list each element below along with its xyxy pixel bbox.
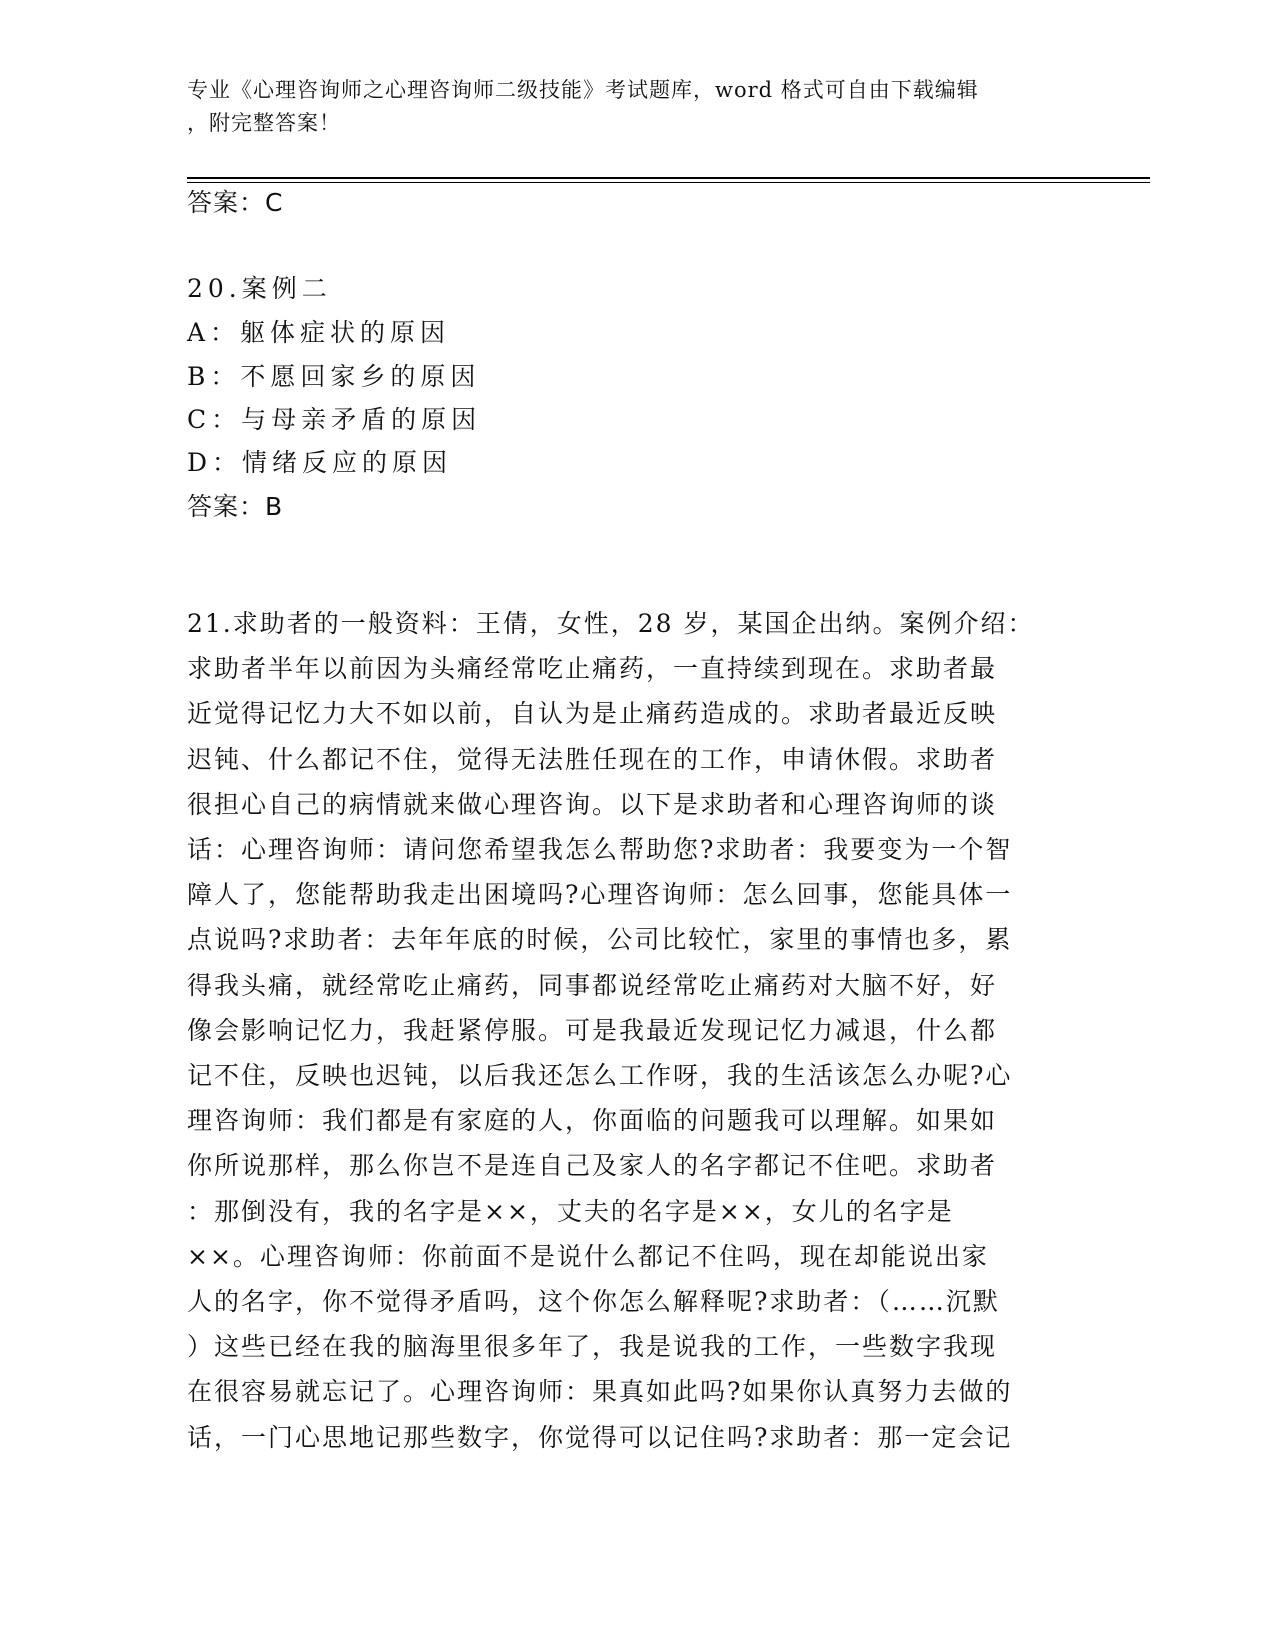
question-21-line: 21.求助者的一般资料：王倩，女性，28 岁，某国企出纳。案例介绍： <box>187 609 1035 638</box>
question-21-line: 在很容易就忘记了。心理咨询师：果真如此吗?如果你认真努力去做的 <box>187 1377 1013 1407</box>
question-21-line: 求助者半年以前因为头痛经常吃止痛药，一直持续到现在。求助者最 <box>187 654 998 684</box>
header-divider-thick <box>187 177 1150 179</box>
question-21-line: 话：心理咨询师：请问您希望我怎么帮助您?求助者：我要变为一个智 <box>187 835 1013 865</box>
question-21-line: ：那倒没有，我的名字是××，丈夫的名字是××，女儿的名字是 <box>187 1196 954 1226</box>
question-20-option-a: A：躯体症状的原因 <box>187 318 451 347</box>
question-20-option-c: C：与母亲矛盾的原因 <box>187 405 482 434</box>
header-line-2: ，附完整答案！ <box>187 111 341 135</box>
question-21-line: 记不住，反映也迟钝，以后我还怎么工作呀，我的生活该怎么办呢?心 <box>187 1061 1013 1091</box>
previous-answer: 答案：C <box>187 188 284 217</box>
question-21-line: 迟钝、什么都记不住，觉得无法胜任现在的工作，申请休假。求助者 <box>187 744 998 774</box>
question-21-line: ××。心理咨询师：你前面不是说什么都记不住吗，现在却能说出家 <box>187 1241 989 1271</box>
question-21-line: 得我头痛，就经常吃止痛药，同事都说经常吃止痛药对大脑不好，好 <box>187 970 998 1000</box>
question-21-line: 人的名字，你不觉得矛盾吗，这个你怎么解释呢?求助者：（……沉默 <box>187 1287 1000 1317</box>
question-20-answer: 答案：B <box>187 492 284 521</box>
question-21-line: 话，一门心思地记那些数字，你觉得可以记住吗?求助者：那一定会记 <box>187 1422 1013 1452</box>
page-header <box>187 74 1067 140</box>
question-20-title: 20.案例二 <box>187 274 332 303</box>
question-21-line: 理咨询师：我们都是有家庭的人，你面临的问题我可以理解。如果如 <box>187 1106 998 1136</box>
question-21-line: 近觉得记忆力大不如以前，自认为是止痛药造成的。求助者最近反映 <box>187 699 998 729</box>
question-20-option-b: B：不愿回家乡的原因 <box>187 362 481 391</box>
question-21-line: 障人了，您能帮助我走出困境吗?心理咨询师：怎么回事，您能具体一 <box>187 880 1013 910</box>
question-20-option-d: D：情绪反应的原因 <box>187 448 453 477</box>
question-21-line: ）这些已经在我的脑海里很多年了，我是说我的工作，一些数字我现 <box>187 1332 998 1362</box>
question-21-line: 很担心自己的病情就来做心理咨询。以下是求助者和心理咨询师的谈 <box>187 789 998 819</box>
header-line-1: 专业《心理咨询师之心理咨询师二级技能》考试题库，word 格式可自由下载编辑 <box>187 78 979 102</box>
question-21-text <box>187 601 1067 1460</box>
question-21-line: 像会影响记忆力，我赶紧停服。可是我最近发现记忆力减退，什么都 <box>187 1015 998 1045</box>
question-21-line: 点说吗?求助者：去年年底的时候，公司比较忙，家里的事情也多，累 <box>187 925 1013 955</box>
question-21-line: 你所说那样，那么你岂不是连自己及家人的名字都记不住吧。求助者 <box>187 1151 998 1181</box>
header-divider-thin <box>187 182 1150 183</box>
